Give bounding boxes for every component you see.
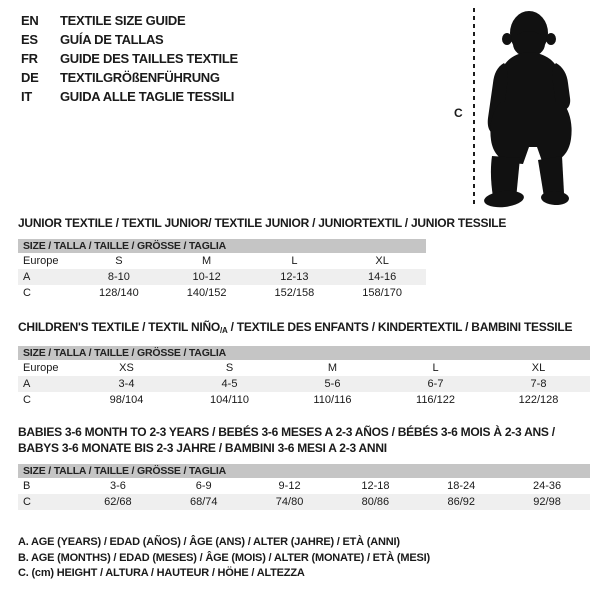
size-cell: 12-13 [251, 269, 339, 285]
size-cell: XL [375, 255, 389, 267]
size-cell: 86/92 [418, 494, 504, 510]
babies-size-table [18, 464, 590, 510]
row-label: Europe [23, 362, 59, 374]
children-title-suffix: / TEXTILE DES ENFANTS / KINDERTEXTIL / BAMBINI TESSILE [227, 320, 573, 334]
table-row-height [18, 494, 590, 510]
junior-size-table [18, 239, 426, 301]
row-label: B [23, 480, 31, 492]
language-row-fr [21, 49, 238, 68]
size-cell: 3-4 [75, 376, 178, 392]
table-row-age [18, 269, 426, 285]
language-row-es [21, 30, 238, 49]
language-title: TEXTILE SIZE GUIDE [60, 13, 186, 28]
size-cell: XS [119, 362, 134, 374]
size-cell: 140/152 [186, 287, 227, 299]
size-cell: 158/170 [362, 287, 402, 299]
height-measure-label: C [454, 106, 463, 120]
children-title-prefix: CHILDREN'S TEXTILE / TEXTIL NIÑO [18, 320, 220, 334]
size-cell: 18-24 [447, 480, 476, 492]
size-cell: 80/86 [332, 494, 418, 510]
size-cell: 74/80 [247, 494, 333, 510]
language-code: ES [21, 32, 38, 47]
size-cell: 10-12 [163, 269, 251, 285]
size-header-bar-row [18, 346, 590, 360]
size-cell: S [225, 362, 234, 374]
table-row-height [18, 392, 590, 408]
language-row-en [21, 11, 238, 30]
language-title: TEXTILGRÖßENFÜHRUNG [60, 70, 220, 85]
size-cell: 122/128 [518, 394, 559, 406]
size-cell: S [115, 255, 123, 267]
size-cell: 24-36 [533, 480, 562, 492]
size-cell: L [291, 255, 298, 267]
babies-title-line1: BABIES 3-6 MONTH TO 2-3 YEARS / BEBÉS 3-6 MESES A 2-3 AÑOS / BÉBÉS 3-6 MOIS À 2-3 ANS / [18, 425, 555, 439]
language-code: IT [21, 89, 32, 104]
language-code: FR [21, 51, 38, 66]
size-cell: 110/116 [313, 394, 352, 406]
size-cell: XL [531, 362, 546, 374]
row-label: Europe [23, 255, 59, 267]
size-cell: 98/104 [109, 394, 144, 406]
row-label: C [23, 287, 31, 299]
size-cell: 14-16 [338, 269, 426, 285]
size-cell: 6-7 [384, 376, 487, 392]
size-cell: 9-12 [278, 480, 301, 492]
children-title-subscript: /A [219, 326, 228, 335]
language-title: GUIDA ALLE TAGLIE TESSILI [60, 89, 235, 104]
row-label: C [18, 494, 75, 510]
size-cell: 62/68 [75, 494, 161, 510]
footnote-b: B. AGE (MONTHS) / EDAD (MESES) / ÂGE (MOIS) / ALTER (MONATE) / ETÀ (MESI) [18, 551, 430, 564]
size-cell: 92/98 [504, 494, 590, 510]
footnote-a: A. AGE (YEARS) / EDAD (AÑOS) / ÂGE (ANS) / ALTER (JAHRE) / ETÀ (ANNI) [18, 536, 400, 548]
language-row-it [21, 87, 238, 106]
size-cell: 8-10 [75, 269, 163, 285]
table-row-height [18, 285, 426, 301]
table-row-europe [18, 360, 590, 376]
size-header-bar: SIZE / TALLA / TAILLE / GRÖSSE / TAGLIA [18, 464, 590, 478]
size-cell: M [327, 362, 338, 374]
babies-title-line2: BABYS 3-6 MONATE BIS 2-3 JAHRE / BAMBINI 3-6 MESI A 2-3 ANNI [18, 441, 387, 455]
size-header-bar: SIZE / TALLA / TAILLE / GRÖSSE / TAGLIA [18, 239, 426, 253]
size-header-bar-row [18, 239, 426, 253]
size-cell: 128/140 [98, 287, 139, 299]
language-code: EN [21, 13, 39, 28]
table-row-age-months [18, 478, 590, 494]
size-cell: 7-8 [487, 376, 590, 392]
height-measure-dashed-line [473, 8, 475, 206]
toddler-silhouette-icon [482, 8, 578, 208]
table-row-age [18, 376, 590, 392]
size-cell: L [432, 362, 439, 374]
row-label: A [18, 376, 75, 392]
size-cell: 152/158 [274, 287, 315, 299]
footnote-legend [18, 535, 430, 582]
size-cell: M [202, 255, 212, 267]
babies-section-title [18, 424, 555, 456]
size-cell: 6-9 [195, 480, 212, 492]
junior-section-title: JUNIOR TEXTILE / TEXTIL JUNIOR/ TEXTILE JUNIOR / JUNIORTEXTIL / JUNIOR TESSILE [18, 216, 507, 230]
language-title: GUÍA DE TALLAS [60, 32, 164, 47]
language-list [21, 11, 238, 106]
footnote-c: C. (cm) HEIGHT / ALTURA / HAUTEUR / HÖHE / ALTEZZA [18, 567, 305, 579]
size-cell: 5-6 [281, 376, 384, 392]
size-cell: 104/110 [210, 394, 249, 406]
children-section-title [18, 320, 572, 335]
size-cell: 116/122 [416, 394, 455, 406]
row-label: C [23, 394, 31, 406]
children-size-table [18, 346, 590, 408]
language-row-de [21, 68, 238, 87]
language-title: GUIDE DES TAILLES TEXTILE [60, 51, 238, 66]
size-cell: 3-6 [109, 480, 126, 492]
size-cell: 4-5 [178, 376, 281, 392]
size-cell: 12-18 [361, 480, 390, 492]
row-label: A [18, 269, 75, 285]
language-code: DE [21, 70, 39, 85]
size-header-bar: SIZE / TALLA / TAILLE / GRÖSSE / TAGLIA [18, 346, 590, 360]
size-header-bar-row [18, 464, 590, 478]
size-cell: 68/74 [161, 494, 247, 510]
table-row-europe [18, 253, 426, 269]
